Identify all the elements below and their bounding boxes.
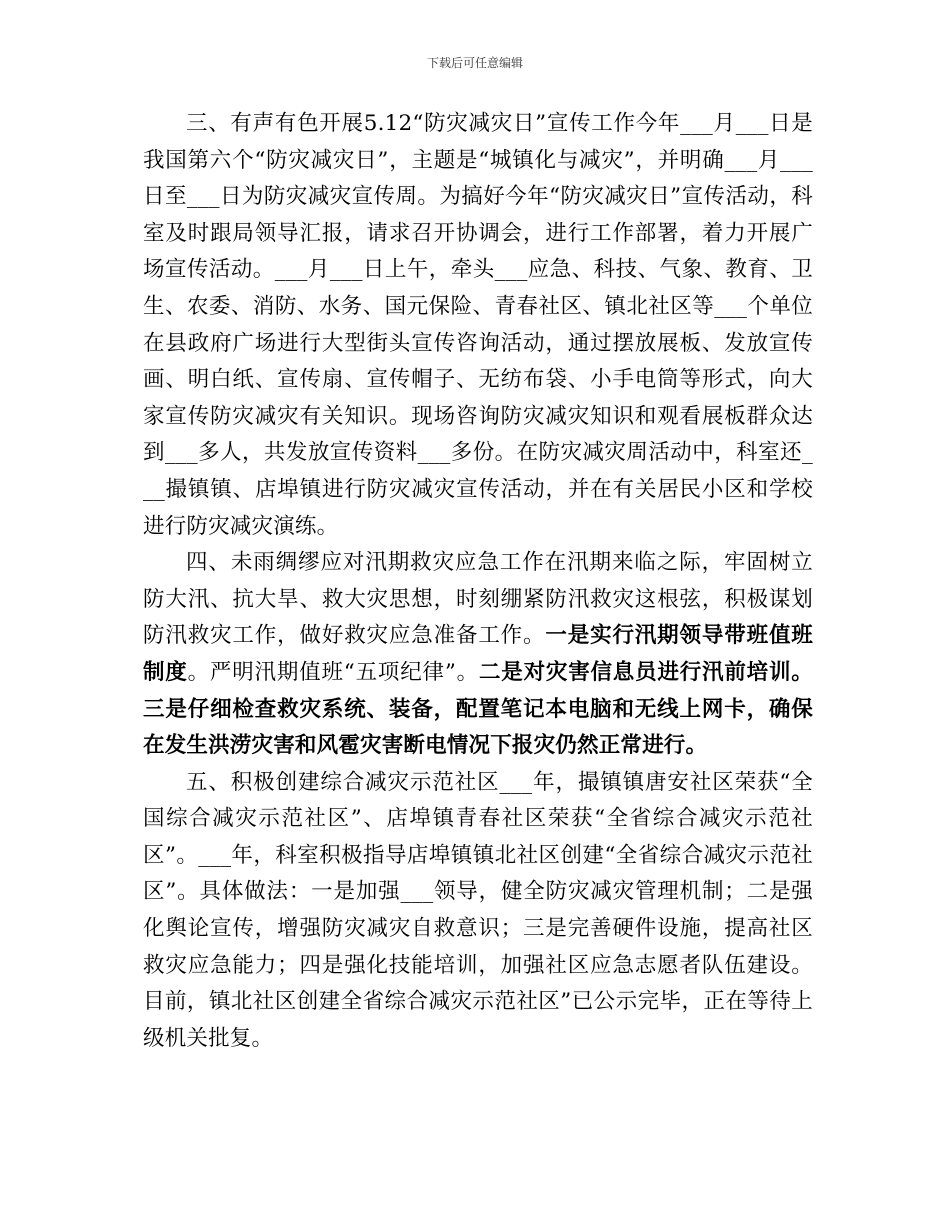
page-header: 下载后可任意编辑 [426, 56, 523, 70]
paragraph-demonstration-community [143, 765, 813, 1058]
paragraph-flood-season-preparation [143, 545, 813, 765]
paragraph-disaster-prevention-day [143, 106, 813, 545]
document-body [143, 106, 813, 1057]
bold-text: 一是实行汛期领导带班值班制度 [143, 623, 813, 685]
bold-text: 二是对灾害信息员进行汛前培训。三是仔细检查救灾系统、装备，配置笔记本电脑和无线上网卡，确保在发生洪涝灾害和风雹灾害断电情况下报灾仍然正常进行。 [143, 659, 813, 759]
paragraph-text: 四、未雨绸缪应对汛期救灾应急工作在汛期来临之际，牢固树立防大汛、抗大旱、救大灾思想，时刻绷紧防汛救灾这根弦，积极谋划防汛救灾工作，做好救灾应急准备工作。 [143, 550, 813, 649]
paragraph-text: 三、有声有色开展5.12“防灾减灾日”宣传工作今年___月___日是我国第六个“防灾减灾日”，主题是“城镇化与减灾”，并明确___月___日至___日为防灾减灾宣传周。为搞好今年“防灾减灾日”宣传活动，科室及时跟局领导汇报，请求召开协调会，进行工作部署，着力开展广场宣传活动。___月___日上午，牵头___应急、科技、气象、教育、卫生、农委、消防、水务、国元保险、青春社区、镇北社区等___个单位在县政府广场进行大型街头宣传咨询活动，通过摆放展板、发放宣传画、明白纸、宣传扇、宣传帽子、无纺布袋、小手电筒等形式，向大家宣传防灾减灾有关知识。现场咨询防灾减灾知识和观看展板群众达到___多人，共发放宣传资料___多份。在防灾减灾周活动中，科室还___撮镇镇、店埠镇进行防灾减灾宣传活动，并在有关居民小区和学校进行防灾减灾演练。 [143, 111, 813, 539]
paragraph-text: 五、积极创建综合减灾示范社区___年，撮镇镇唐安社区荣获“全国综合减灾示范社区”、店埠镇青春社区荣获“全省综合减灾示范社区”。___年，科室积极指导店埠镇镇北社区创建“全省综合减灾示范社区”。具体做法：一是加强___领导，健全防灾减灾管理机制；二是强化舆论宣传，增强防灾减灾自救意识；三是完善硬件设施，提高社区救灾应急能力；四是强化技能培训，加强社区应急志愿者队伍建设。目前，镇北社区创建全省综合减灾示范社区”已公示完毕，正在等待上级机关批复。 [143, 769, 813, 1051]
paragraph-text: 。严明汛期值班“五项纪律”。 [187, 659, 479, 685]
